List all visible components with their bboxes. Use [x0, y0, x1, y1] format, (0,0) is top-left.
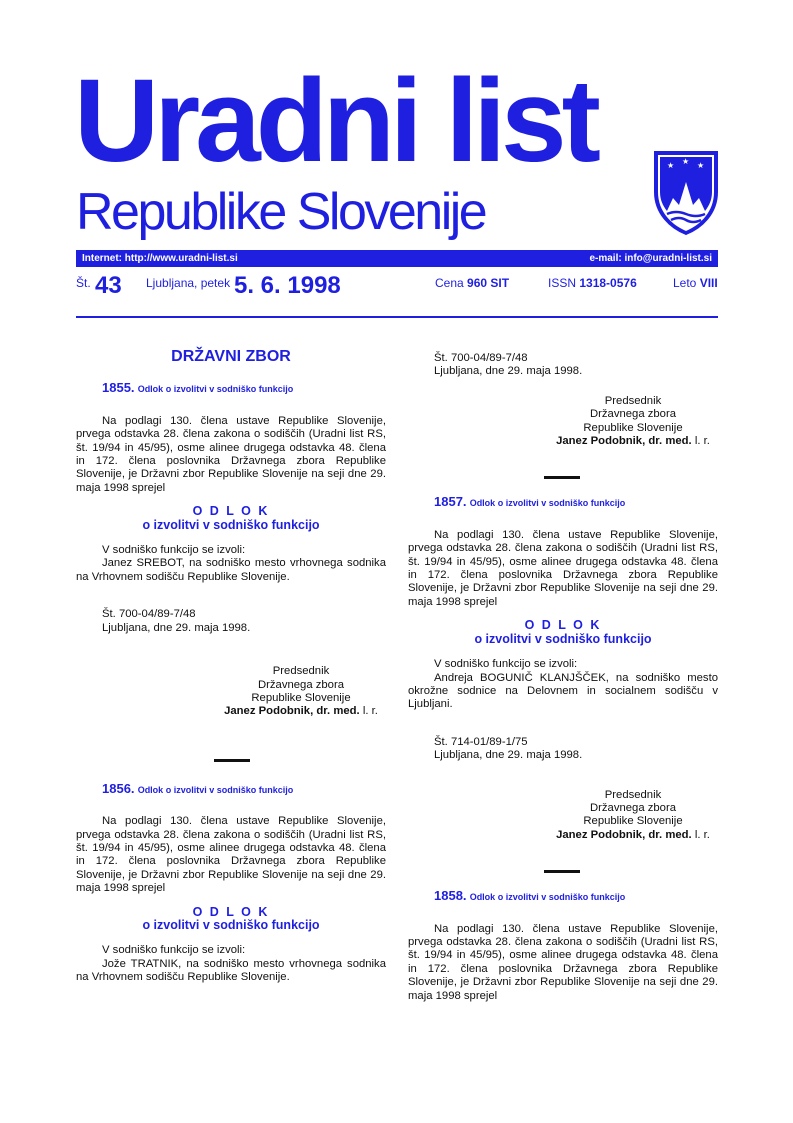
entry-number: 1856.: [102, 780, 135, 796]
signature-role: Predsednik: [604, 788, 662, 801]
entry-title-text: Odlok o izvolitvi v sodniško funkcijo: [469, 498, 626, 509]
entry-separator: [544, 870, 580, 873]
entry-title-1856[interactable]: [102, 782, 386, 797]
svg-text:★: ★: [667, 161, 675, 170]
entry-title-1855[interactable]: [102, 381, 386, 396]
signature-country: Republike Slovenije: [583, 815, 683, 828]
masthead-title: Uradni list: [74, 55, 596, 187]
signature-name: Janez Podobnik, dr. med.: [556, 828, 692, 841]
masthead-contact-bar: [76, 250, 718, 267]
issn-value: 1318-0576: [579, 276, 637, 290]
entry-title-text: Odlok o izvolitvi v sodniško funkcijo: [469, 892, 626, 903]
entry-separator: [214, 759, 250, 762]
signature-name-line: [216, 705, 386, 718]
entry-body-text: Andreja BOGUNIČ KLANJŠČEK, na sodniško mesto okrožne sodnice na Delovnem in socialnem sodišču v Ljubljani.: [408, 671, 718, 711]
entry-title-1857[interactable]: [434, 495, 718, 510]
entry-title-1858[interactable]: [434, 889, 718, 904]
signature-role: Predsednik: [604, 394, 662, 407]
email-address[interactable]: e-mail: info@uradni-list.si: [589, 253, 712, 264]
entry-body-text: Janez SREBOT, na sodniško mesto vrhovnega sodnika na Vrhovnem sodišču Republike Slovenije.: [76, 557, 386, 583]
section-title: DRŽAVNI ZBOR: [171, 348, 291, 365]
svg-text:★: ★: [697, 161, 705, 170]
signature-block: [216, 665, 386, 719]
entry-intro: Na podlagi 130. člena ustave Republike Slovenije, prvega odstavka 28. člena zakona o sodiščih (Uradni list RS, št. 19/94 in 45/95), osme alinee drugega odstavka 48. člena in 172. člena poslovnika Državnega zbora Republike Slovenije, je Državni zbor Republike Slovenije na seji dne 29. maja 1998 sprejel: [408, 922, 718, 1002]
entry-body-text: Jože TRATNIK, na sodniško mesto vrhovnega sodnika na Vrhovnem sodišču Republike Slovenije.: [76, 957, 386, 984]
issue-price: [435, 276, 509, 290]
reference-number: Št. 700-04/89-7/48: [102, 608, 196, 621]
issue-issn: [548, 276, 637, 290]
reference-number: Št. 714-01/89-1/75: [434, 735, 528, 748]
issue-info-line: [76, 272, 718, 302]
signature-name: Janez Podobnik, dr. med.: [224, 705, 360, 718]
signature-body: Državnega zbora: [589, 408, 677, 421]
year-value: VIII: [699, 276, 718, 290]
odlok-subheading: o izvolitvi v sodniško funkcijo: [142, 917, 320, 932]
entry-intro: Na podlagi 130. člena ustave Republike Slovenije, prvega odstavka 28. člena zakona o sodiščih (Uradni list RS, št. 19/94 in 45/95), osme alinee drugega odstavka 48. člena in 172. člena poslovnika Državnega zbora Republike Slovenije, je Državni zbor Republike Slovenije na seji dne 29. maja 1998 sprejel: [76, 414, 386, 494]
reference-date: Ljubljana, dne 29. maja 1998.: [434, 749, 583, 762]
odlok-heading: O D L O K: [524, 618, 602, 633]
internet-address[interactable]: Internet: http://www.uradni-list.si: [82, 253, 238, 264]
signature-name: Janez Podobnik, dr. med.: [556, 435, 692, 448]
entry-reference: [102, 608, 386, 635]
issue-year: [673, 276, 718, 290]
odlok-subheading: o izvolitvi v sodniško funkcijo: [474, 631, 652, 646]
signature-block: [548, 789, 718, 843]
reference-date: Ljubljana, dne 29. maja 1998.: [434, 365, 583, 378]
signature-body: Državnega zbora: [257, 678, 345, 691]
signature-country: Republike Slovenije: [251, 691, 351, 704]
signature-block: [548, 395, 718, 449]
entry-title-text: Odlok o izvolitvi v sodniško funkcijo: [137, 784, 294, 795]
issue-place-date-prefix: Ljubljana, petek: [146, 276, 231, 290]
entry-body-line: V sodniško funkcijo se izvoli:: [434, 658, 578, 671]
entry-reference: [434, 352, 718, 379]
masthead-subtitle: Republike Slovenije: [76, 183, 486, 241]
entry-intro: Na podlagi 130. člena ustave Republike Slovenije, prvega odstavka 28. člena zakona o sodiščih (Uradni list RS, št. 19/94 in 45/95), osme alinee drugega odstavka 48. člena in 172. člena poslovnika Državnega zbora Republike Slovenije, je Državni zbor Republike Slovenije na seji dne 29. maja 1998 sprejel: [408, 528, 718, 608]
reference-date: Ljubljana, dne 29. maja 1998.: [102, 621, 251, 634]
issue-date: 5. 6. 1998: [234, 272, 341, 299]
entry-body-line: V sodniško funkcijo se izvoli:: [102, 944, 246, 957]
signature-suffix: l. r.: [694, 828, 710, 841]
entry-reference: [434, 736, 718, 763]
price-label: Cena: [435, 276, 464, 290]
entry-number: 1855.: [102, 380, 135, 396]
signature-suffix: l. r.: [694, 435, 710, 448]
entry-title-text: Odlok o izvolitvi v sodniško funkcijo: [137, 384, 294, 395]
signature-name-line: [548, 435, 718, 448]
issue-number: 43: [95, 272, 122, 299]
signature-suffix: l. r.: [362, 705, 378, 718]
year-label: Leto: [673, 276, 697, 290]
signature-country: Republike Slovenije: [583, 421, 683, 434]
entry-intro: Na podlagi 130. člena ustave Republike Slovenije, prvega odstavka 28. člena zakona o sodiščih (Uradni list RS, št. 19/94 in 45/95), osme alinee drugega odstavka 48. člena in 172. člena poslovnika Državnega zbora Republike Slovenije, je Državni zbor Republike Slovenije na seji dne 29. maja 1998 sprejel: [76, 815, 386, 895]
price-value: 960 SIT: [467, 276, 510, 290]
reference-number: Št. 700-04/89-7/48: [434, 352, 528, 364]
odlok-heading: O D L O K: [192, 504, 270, 519]
signature-body: Državnega zbora: [589, 801, 677, 814]
svg-text:★: ★: [682, 157, 690, 166]
signature-role: Predsednik: [272, 665, 330, 678]
entry-body-line: V sodniško funkcijo se izvoli:: [102, 544, 246, 557]
slovenia-coat-of-arms-icon: [651, 150, 721, 236]
right-column: [408, 352, 718, 1013]
odlok-heading: O D L O K: [192, 904, 270, 919]
entry-separator: [544, 476, 580, 479]
entry-number: 1857.: [434, 494, 467, 510]
issn-label: ISSN: [548, 276, 577, 290]
odlok-subheading: o izvolitvi v sodniško funkcijo: [142, 517, 320, 532]
signature-name-line: [548, 829, 718, 842]
left-column: [76, 336, 386, 985]
header-divider: [76, 316, 718, 318]
entry-number: 1858.: [434, 888, 467, 904]
issue-st-label: Št.: [76, 276, 91, 290]
